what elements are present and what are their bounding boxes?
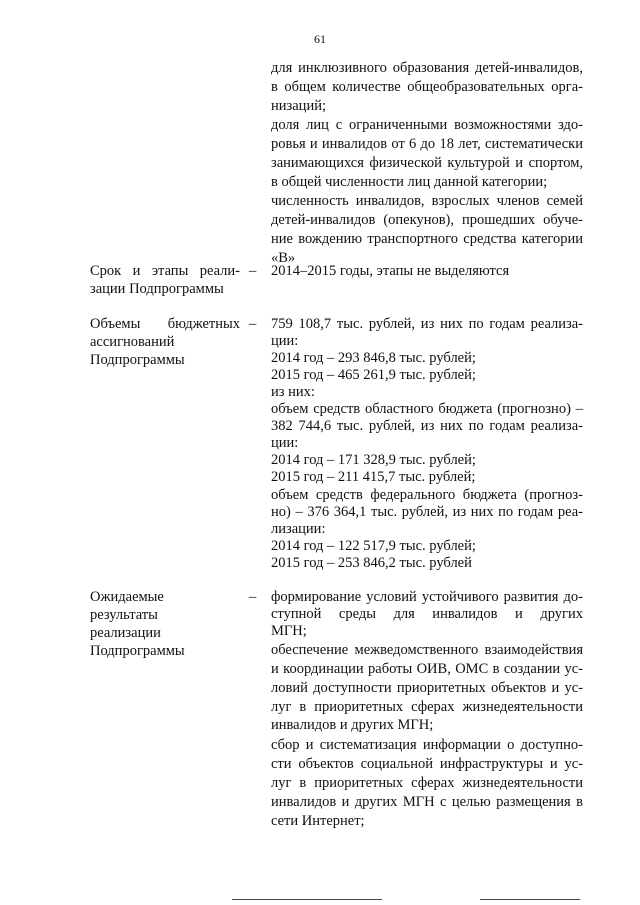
text-line: ние вождению транспортного средства категории [271, 231, 583, 247]
text-line: МГН; [271, 623, 307, 639]
text-line: ступной среды для инвалидов и других [271, 606, 583, 622]
text-line: обеспечение межведомственного взаимодействия [271, 642, 583, 658]
label-line: Подпрограммы [90, 352, 185, 368]
label-line: Ожидаемые [90, 589, 164, 605]
text-line: луг в приоритетных сферах жизнедеятельности [271, 775, 583, 791]
text-line: из них: [271, 384, 315, 400]
text-line: но) – 376 364,1 тыс. рублей, из них по годам реа- [271, 504, 583, 520]
text-line: 382 744,6 тыс. рублей, из них по годам реализа- [271, 418, 583, 434]
row-label [90, 315, 240, 369]
text-line: сети Интернет; [271, 813, 365, 829]
text-line: сбор и систематизация информации о доступно- [271, 737, 583, 753]
text-line: ции: [271, 435, 299, 451]
text-line: ровья и инвалидов от 6 до 18 лет, систематически [271, 136, 583, 152]
text-line: 759 108,7 тыс. рублей, из них по годам реализа- [271, 316, 583, 332]
row-label [90, 588, 240, 660]
label-line: реализации [90, 625, 161, 641]
text-line: 2015 год – 211 415,7 тыс. рублей; [271, 469, 476, 485]
label-line: Объемы бюджетных [90, 316, 240, 332]
text-line: и координации работы ОИВ, ОМС в создании ус- [271, 661, 583, 677]
text-line: 2014 год – 293 846,8 тыс. рублей; [271, 350, 476, 366]
row-dash: – [249, 316, 257, 332]
label-line: зации Подпрограммы [90, 281, 224, 297]
text-line: численность инвалидов, взрослых членов семей [271, 193, 583, 209]
label-line: результаты [90, 607, 158, 623]
label-line: ассигнований [90, 334, 175, 350]
text-line: для инклюзивного образования детей-инвалидов, [271, 60, 583, 76]
text-line: ловий доступности приоритетных объектов и ус- [271, 680, 583, 696]
text-line: 2015 год – 465 261,9 тыс. рублей; [271, 367, 476, 383]
text-line: инвалидов и других МГН с целью размещения в [271, 794, 583, 810]
row-dash: – [249, 589, 257, 605]
scan-edge-mark [232, 899, 382, 900]
text-line: ции: [271, 333, 299, 349]
scan-edge-mark [480, 899, 580, 900]
text-line: занимающихся физической культурой и спортом, [271, 155, 583, 171]
text-line: 2014 год – 122 517,9 тыс. рублей; [271, 538, 476, 554]
label-line: Подпрограммы [90, 643, 185, 659]
text-line: доля лиц с ограниченными возможностями здо- [271, 117, 583, 133]
label-line: Срок и этапы реали- [90, 263, 240, 279]
text-line: в общем количестве общеобразовательных орга- [271, 79, 583, 95]
text-line: объем средств федерального бюджета (прогноз- [271, 487, 583, 503]
text-line: в общей численности лиц данной категории; [271, 174, 548, 190]
text-line: «В» [271, 250, 296, 266]
row-label [90, 262, 240, 298]
text-line: объем средств областного бюджета (прогнозно) – [271, 401, 583, 417]
text-line: луг в приоритетных сферах жизнедеятельности [271, 699, 583, 715]
text-line: лизации: [271, 521, 326, 537]
text-line: низаций; [271, 98, 326, 114]
text-line: 2014–2015 годы, этапы не выделяются [271, 263, 510, 279]
text-line: формирование условий устойчивого развития до- [271, 589, 583, 605]
text-line: сти объектов социальной инфраструктуры и ус- [271, 756, 583, 772]
text-line: 2014 год – 171 328,9 тыс. рублей; [271, 452, 476, 468]
text-line: детей-инвалидов (опекунов), прошедших обуче- [271, 212, 583, 228]
text-line: инвалидов и других МГН; [271, 717, 434, 733]
page-number: 61 [314, 32, 326, 46]
row-dash: – [249, 263, 257, 279]
text-line: 2015 год – 253 846,2 тыс. рублей [271, 555, 472, 571]
